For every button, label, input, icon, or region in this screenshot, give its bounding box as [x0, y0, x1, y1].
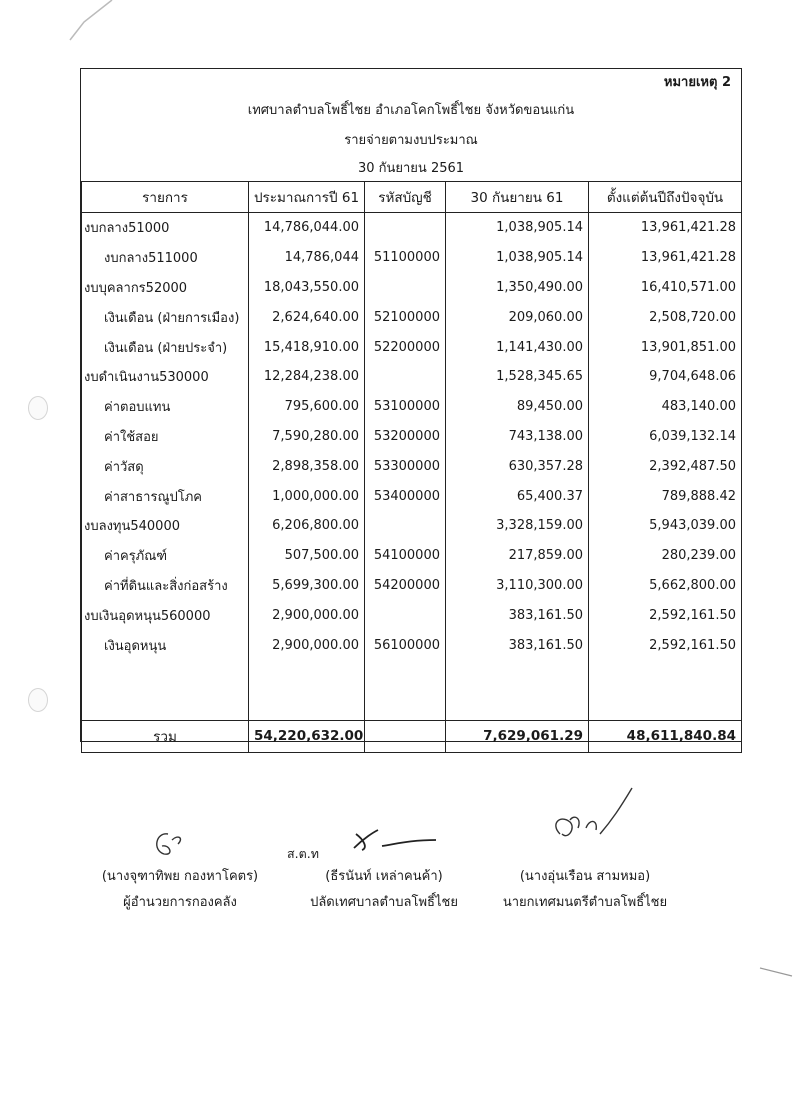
signatory-right-title: นายกเทศมนตรีตำบลโพธิ์ไชย [502, 895, 668, 910]
row-ytd-amount: 5,943,039.00 [589, 511, 742, 541]
row-month-amount: 89,450.00 [446, 392, 589, 422]
signature-middle-scribble [350, 826, 440, 856]
table-row [82, 302, 742, 332]
table-row [82, 600, 742, 630]
row-ytd-amount: 13,961,421.28 [589, 243, 742, 273]
row-ytd-amount: 9,704,648.06 [589, 362, 742, 392]
row-estimate: 14,786,044 [249, 243, 365, 273]
note-label: หมายเหตุ 2 [663, 75, 731, 90]
row-ytd-amount: 2,508,720.00 [589, 302, 742, 332]
table-row [82, 511, 742, 541]
row-estimate: 14,786,044.00 [249, 213, 365, 243]
row-ytd-amount: 2,392,487.50 [589, 451, 742, 481]
row-month-amount: 3,110,300.00 [446, 571, 589, 601]
table-row [82, 422, 742, 452]
row-ytd-amount: 2,592,161.50 [589, 600, 742, 630]
col-ytd: ตั้งแต่ต้นปีถึงปัจจุบัน [589, 182, 742, 213]
row-item-name: ค่าวัสดุ [82, 451, 249, 481]
col-account-code: รหัสบัญชี [365, 182, 446, 213]
total-row [82, 720, 742, 752]
row-item-name: ค่าสาธารณูปโภค [82, 481, 249, 511]
row-estimate: 507,500.00 [249, 541, 365, 571]
row-item-name: เงินอุดหนุน [82, 630, 249, 660]
signature-right-scribble [540, 784, 650, 864]
row-month-amount: 1,350,490.00 [446, 273, 589, 303]
row-ytd-amount: 13,901,851.00 [589, 332, 742, 362]
signatory-right [492, 864, 678, 916]
table-row [82, 332, 742, 362]
row-account-code: 53100000 [365, 392, 446, 422]
signature-area [0, 820, 800, 940]
total-estimate: 54,220,632.00 [249, 720, 365, 752]
signatory-left [92, 864, 268, 916]
row-month-amount: 1,038,905.14 [446, 243, 589, 273]
row-estimate: 2,898,358.00 [249, 451, 365, 481]
row-account-code: 54200000 [365, 571, 446, 601]
row-item-name: ค่าใช้สอย [82, 422, 249, 452]
table-row [82, 571, 742, 601]
table-row [82, 451, 742, 481]
row-estimate: 7,590,280.00 [249, 422, 365, 452]
row-estimate: 18,043,550.00 [249, 273, 365, 303]
signatory-middle-title: ปลัดเทศบาลตำบลโพธิ์ไชย [310, 895, 458, 910]
row-account-code: 52200000 [365, 332, 446, 362]
row-estimate: 6,206,800.00 [249, 511, 365, 541]
row-item-name: งบเงินอุดหนุน560000 [82, 600, 249, 630]
row-month-amount: 3,328,159.00 [446, 511, 589, 541]
row-ytd-amount: 2,592,161.50 [589, 630, 742, 660]
row-month-amount: 65,400.37 [446, 481, 589, 511]
signatory-left-name: (นางจุฑาทิพย กองหาโคตร) [101, 869, 259, 884]
row-month-amount: 383,161.50 [446, 600, 589, 630]
row-account-code: 53300000 [365, 451, 446, 481]
row-estimate: 2,900,000.00 [249, 600, 365, 630]
row-account-code [365, 273, 446, 303]
row-ytd-amount: 13,961,421.28 [589, 213, 742, 243]
row-month-amount: 209,060.00 [446, 302, 589, 332]
municipality-title: เทศบาลตำบลโพธิ์ไชย อำเภอโคกโพธิ์ไชย จังหวัดขอนแก่น [247, 103, 575, 118]
row-item-name: ค่าตอบแทน [82, 392, 249, 422]
report-frame [80, 68, 742, 746]
row-item-name: ค่าที่ดินและสิ่งก่อสร้าง [82, 571, 249, 601]
row-account-code: 52100000 [365, 302, 446, 332]
row-ytd-amount: 6,039,132.14 [589, 422, 742, 452]
row-account-code [365, 600, 446, 630]
table-row [82, 213, 742, 243]
signatory-left-title: ผู้อำนวยการกองคลัง [123, 895, 237, 910]
row-month-amount: 383,161.50 [446, 630, 589, 660]
total-code [365, 720, 446, 752]
row-account-code: 53200000 [365, 422, 446, 452]
row-ytd-amount: 280,239.00 [589, 541, 742, 571]
row-ytd-amount: 5,662,800.00 [589, 571, 742, 601]
row-item-name: งบดำเนินงาน530000 [82, 362, 249, 392]
row-account-code [365, 213, 446, 243]
row-item-name: งบลงทุน540000 [82, 511, 249, 541]
row-estimate: 12,284,238.00 [249, 362, 365, 392]
row-account-code [365, 362, 446, 392]
expense-table [81, 181, 742, 753]
table-row [82, 630, 742, 660]
row-item-name: งบกลาง51000 [82, 213, 249, 243]
row-month-amount: 743,138.00 [446, 422, 589, 452]
row-account-code: 54100000 [365, 541, 446, 571]
row-item-name: เงินเดือน (ฝ่ายการเมือง) [82, 302, 249, 332]
row-item-name: งบบุคลากร52000 [82, 273, 249, 303]
row-ytd-amount: 16,410,571.00 [589, 273, 742, 303]
row-account-code: 51100000 [365, 243, 446, 273]
report-date: 30 กันยายน 2561 [357, 161, 465, 176]
total-ytd: 48,611,840.84 [589, 720, 742, 752]
table-header [82, 182, 742, 213]
row-estimate: 2,624,640.00 [249, 302, 365, 332]
signatory-middle [296, 864, 472, 916]
table-row [82, 481, 742, 511]
row-account-code [365, 511, 446, 541]
blank-row [82, 660, 742, 690]
col-month: 30 กันยายน 61 [446, 182, 589, 213]
row-item-name: งบกลาง511000 [82, 243, 249, 273]
report-title: รายจ่ายตามงบประมาณ [344, 133, 478, 148]
punch-hole-bottom [28, 688, 48, 712]
row-account-code: 53400000 [365, 481, 446, 511]
signatory-right-name: (นางอุ่นเรือน สามหมอ) [519, 869, 651, 884]
rank-abbrev: ส.ต.ท [287, 846, 319, 861]
row-month-amount: 1,141,430.00 [446, 332, 589, 362]
signatory-middle-name: (ธีรนันท์ เหล่าคนค้า) [325, 869, 443, 884]
row-month-amount: 1,038,905.14 [446, 213, 589, 243]
row-item-name: ค่าครุภัณฑ์ [82, 541, 249, 571]
table-row [82, 243, 742, 273]
row-estimate: 5,699,300.00 [249, 571, 365, 601]
row-estimate: 15,418,910.00 [249, 332, 365, 362]
table-row [82, 273, 742, 303]
table-row [82, 362, 742, 392]
punch-hole-top [28, 396, 48, 420]
row-estimate: 795,600.00 [249, 392, 365, 422]
col-estimate: ประมาณการปี 61 [249, 182, 365, 213]
row-month-amount: 630,357.28 [446, 451, 589, 481]
row-estimate: 2,900,000.00 [249, 630, 365, 660]
row-estimate: 1,000,000.00 [249, 481, 365, 511]
row-ytd-amount: 483,140.00 [589, 392, 742, 422]
signature-left-scribble [148, 826, 192, 862]
table-row [82, 392, 742, 422]
total-month: 7,629,061.29 [446, 720, 589, 752]
row-ytd-amount: 789,888.42 [589, 481, 742, 511]
blank-row [82, 690, 742, 720]
table-row [82, 541, 742, 571]
row-account-code: 56100000 [365, 630, 446, 660]
row-month-amount: 217,859.00 [446, 541, 589, 571]
row-item-name: เงินเดือน (ฝ่ายประจำ) [82, 332, 249, 362]
col-item: รายการ [82, 182, 249, 213]
total-label: รวม [82, 720, 249, 752]
row-month-amount: 1,528,345.65 [446, 362, 589, 392]
